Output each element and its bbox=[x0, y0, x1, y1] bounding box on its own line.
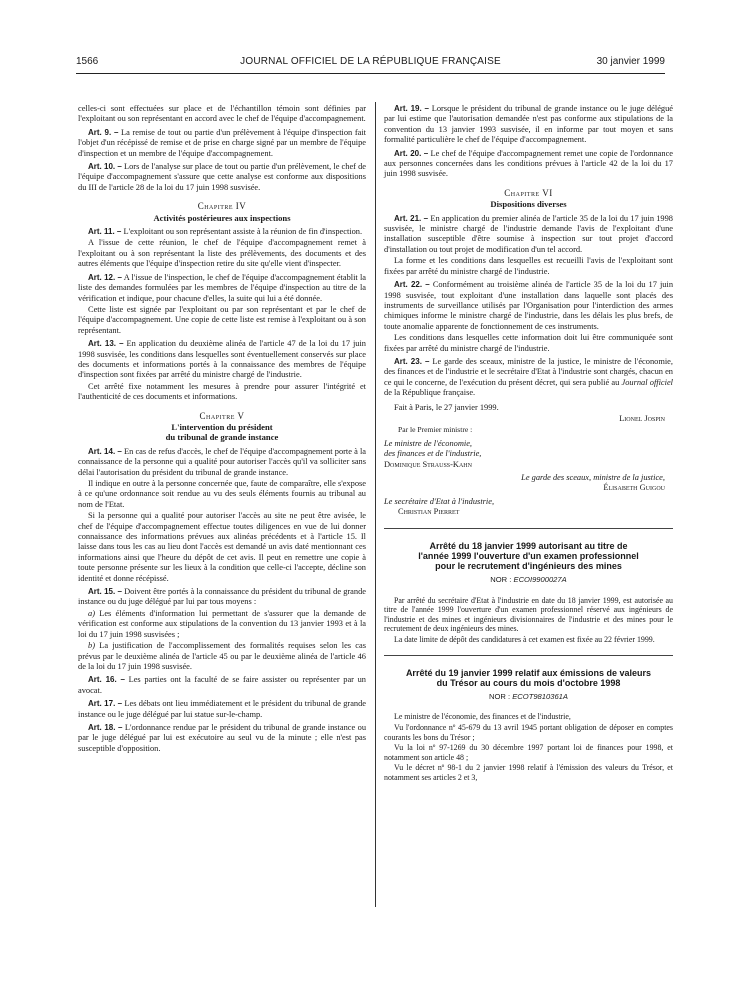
list-text: La justification de l'accomplissement des formalités requises selon les cas prévus par le deuxième alinéa de l'article 45 ou par le deuxième alinéa de l'article 46 de la loi du 17 juin 1998 susvisée. bbox=[78, 641, 366, 671]
article-label: Art. 13. – bbox=[88, 339, 124, 349]
article-label: Art. 12. – bbox=[88, 272, 123, 282]
nor-label: NOR : bbox=[489, 692, 513, 702]
paragraph: celles-ci sont effectuées sur place et de l'échantillon témoin sont définies par l'exploitant ou son représentant en accord avec le chef de l'équipe d'accompagnement. bbox=[78, 104, 366, 124]
article-text: L'exploitant ou son représentant assiste à la réunion de fin d'inspection. bbox=[121, 227, 363, 237]
paragraph: Par arrêté du secrétaire d'Etat à l'industrie en date du 18 janvier 1999, est autorisée au titre de l'année 1999 l'ouverture d'un examen professionnel réservé aux ingénieurs de l'industrie et des mines et ingénieurs divisionnaires de l'industrie et des mines pour le recrutement de deux ingénieurs des mines. bbox=[384, 595, 673, 634]
article-text: En application du premier alinéa de l'article 35 de la loi du 17 juin 1998 susvisée, le ministre chargé de l'industrie demande l'avis de l'exploitant d'une installation susceptible d'être soumise à inspection sur tout projet d'accord d'installation ou tout projet de modification d'un tel accord. bbox=[384, 213, 673, 254]
decree-title: l'année 1999 l'ouverture d'un examen professionnel bbox=[418, 550, 639, 561]
issue-date: 30 janvier 1999 bbox=[596, 56, 665, 67]
chapter-heading: Chapitre IV bbox=[197, 201, 247, 212]
signatory-title: Le garde des sceaux, ministre de la justice, bbox=[521, 473, 665, 482]
decree-title: pour le recrutement d'ingénieurs des mines bbox=[435, 561, 622, 572]
article-label: Art. 21. – bbox=[394, 213, 429, 223]
article-10 bbox=[78, 162, 366, 193]
signatory-prime-minister: Lionel Jospin bbox=[619, 413, 665, 423]
article-14 bbox=[78, 447, 366, 478]
signatory-title: des finances et de l'industrie, bbox=[384, 449, 482, 459]
paragraph: Vu la loi nº 97-1269 du 30 décembre 1997 portant loi de finances pour 1998, et notamment son article 48 ; bbox=[384, 743, 673, 762]
paragraph: Le ministre de l'économie, des finances et de l'industrie, bbox=[394, 712, 571, 722]
list-item bbox=[78, 609, 366, 640]
article-label: Art. 10. – bbox=[88, 162, 122, 172]
nor-reference bbox=[384, 692, 673, 702]
chapter-title: Activités postérieures aux inspections bbox=[153, 212, 291, 223]
chapter-heading: Chapitre VI bbox=[504, 187, 553, 198]
signature-date: Fait à Paris, le 27 janvier 1999. bbox=[394, 402, 499, 412]
article-22 bbox=[384, 280, 673, 332]
chapter-title: L'intervention du président bbox=[171, 421, 273, 432]
article-text: Les parties ont la faculté de se faire assister ou représenter par un avocat. bbox=[78, 675, 366, 695]
paragraph: A l'issue de cette réunion, le chef de l'équipe d'accompagnement remet à l'exploitant ou à son représentant la liste des prélèvements, des documents et des autres éléments que l'équipe d'inspection retire du site qu'elle vient d'inspecter. bbox=[78, 238, 366, 269]
signatory-title: Le secrétaire d'Etat à l'industrie, bbox=[384, 496, 495, 506]
paragraph: Les conditions dans lesquelles cette information doit lui être communiquée sont fixées par arrêté du ministre chargé de l'industrie. bbox=[384, 333, 673, 353]
article-text: Lors de l'analyse sur place de tout ou partie d'un prélèvement, le chef de l'équipe d'accompagnement s'assure que cette analyse est conforme aux dispositions du III de l'article 28 de la loi du 17 juin 1998 susvisée. bbox=[78, 162, 366, 192]
article-text: A l'issue de l'inspection, le chef de l'équipe d'accompagnement établit la liste des demandes formulées par les membres de l'équipe d'inspection au titre de la vérification et indique, pour chacune d'elles, la suite qui lui a été donnée. bbox=[78, 272, 366, 303]
paragraph: Si la personne qui a qualité pour autoriser l'accès au site ne peut être avisée, le chef de l'équipe d'accompagnement effectue toutes diligences en vue de lui donner connaissance des informations prévues aux alinéas précédents et à l'article 15. Il laisse dans tous les cas au lieu dont l'accès est demandé un avis daté mentionnant ces informations ainsi que l'heure du dépôt de cet avis. Il peut en remettre une copie à toute personne présente sur les lieux à la condition que celle-ci l'accepte, décline son identité et donne récépissé. bbox=[78, 511, 366, 583]
paragraph: La date limite de dépôt des candidatures à cet examen est fixée au 22 février 1999. bbox=[394, 635, 655, 645]
signatory-name: Élisabeth Guigou bbox=[603, 483, 665, 493]
nor-code: ECOT9810361A bbox=[512, 692, 568, 702]
article-12 bbox=[78, 273, 366, 304]
list-marker: b) bbox=[88, 641, 95, 651]
paragraph: La forme et les conditions dans lesquelles est recueilli l'avis de l'exploitant sont fixées par arrêté du ministre chargé de l'industrie. bbox=[384, 256, 673, 276]
article-label: Art. 17. – bbox=[88, 699, 123, 709]
article-label: Art. 23. – bbox=[394, 356, 430, 366]
article-16 bbox=[78, 675, 366, 696]
paragraph: Cet arrêté fixe notamment les mesures à prendre pour assurer l'intégrité et l'authenticité de ces documents et informations. bbox=[78, 381, 366, 402]
paragraph: Vu l'ordonnance nº 45-679 du 13 avril 1945 portant obligation de déposer en comptes courants les bons du Trésor ; bbox=[384, 723, 673, 742]
decree-title: Arrêté du 19 janvier 1999 relatif aux émissions de valeurs bbox=[405, 667, 652, 678]
article-text: En cas de refus d'accès, le chef de l'équipe d'accompagnement porte à la connaissance de la personne qui a qualité pour autoriser l'accès qu'il va solliciter sans délai l'autorisation du président du tribunal de grande instance. bbox=[78, 446, 367, 477]
article-label: Art. 16. – bbox=[88, 675, 125, 685]
list-text: Les éléments d'information lui permettant de s'assurer que la demande de vérification est conforme aux stipulations de la convention du 13 janvier 1993 et à la loi du 17 juin 1998 susvisées ; bbox=[78, 608, 366, 639]
article-text: Conformément au troisième alinéa de l'article 35 de la loi du 17 juin 1998 susvisée, tout exploitant d'une installation dans laquelle sont placés des instruments de surveillance utilisés par l'Organisation pour l'interdiction des armes chimiques informe le ministre chargé de l'industrie, dans les délais les plus brefs, de toute anomalie apparente de fonctionnement de ces instruments. bbox=[384, 280, 674, 331]
chapter-title: du tribunal de grande instance bbox=[165, 432, 279, 443]
article-text: Lorsque le président du tribunal de grande instance ou le juge délégué par lui estime que l'autorisation demandée n'est pas conforme aux stipulations de la convention du 13 janvier 1993 susvisée, il en informe par tout moyen et sans formalité particulière le chef de l'équipe d'accompagnement. bbox=[384, 104, 674, 145]
article-text: L'ordonnance rendue par le président du tribunal de grande instance ou par le juge délégué par lui est exécutoire au seul vu de la minute ; elle n'est pas susceptible d'opposition. bbox=[78, 722, 367, 753]
page-number: 1566 bbox=[76, 56, 99, 67]
list-item bbox=[78, 641, 366, 672]
article-text: Le chef de l'équipe d'accompagnement remet une copie de l'ordonnance aux personnes concernées dans les conditions prévues à l'article 42 de la loi du 17 juin 1998 susvisée. bbox=[384, 148, 674, 179]
article-text: Le garde des sceaux, ministre de la justice, le ministre de l'économie, des finances et de l'industrie et le secrétaire d'Etat à l'industrie sont chargés, chacun en ce qui le concerne, de l'exécution du présent décret, qui sera publié au bbox=[384, 356, 673, 387]
article-label: Art. 22. – bbox=[394, 280, 430, 290]
left-column bbox=[78, 104, 366, 754]
article-23 bbox=[384, 357, 673, 399]
article-21 bbox=[384, 214, 673, 256]
article-label: Art. 11. – bbox=[88, 227, 122, 237]
header-rule bbox=[76, 73, 665, 74]
article-13 bbox=[78, 339, 366, 381]
right-column bbox=[384, 104, 673, 783]
article-text: La remise de tout ou partie d'un prélèvement à l'équipe d'inspection fait l'objet d'un récépissé de remise et de prise en charge signé par un membre de l'équipe d'inspection et un membre de l'équipe d'accompagnement. bbox=[78, 127, 366, 158]
paragraph: Vu le décret nº 98-1 du 2 janvier 1998 relatif à l'émission des valeurs du Trésor, et notamment ses articles 2 et 3, bbox=[384, 763, 673, 782]
article-11 bbox=[78, 227, 366, 237]
section-separator bbox=[384, 655, 673, 656]
article-text: Les débats ont lieu immédiatement et le président du tribunal de grande instance ou le juge délégué par lui statue sur-le-champ. bbox=[78, 699, 367, 719]
article-20 bbox=[384, 149, 673, 180]
signature-line: Par le Premier ministre : bbox=[398, 425, 473, 435]
section-separator bbox=[384, 528, 673, 529]
chapter-heading: Chapitre V bbox=[199, 410, 245, 421]
column-rule bbox=[375, 102, 376, 907]
article-text: Doivent être portés à la connaissance du président du tribunal de grande instance ou du juge délégué par lui par tous moyens : bbox=[78, 587, 366, 607]
article-text: En application du deuxième alinéa de l'article 47 de la loi du 17 juin 1998 susvisée, les conditions dans lesquelles sont éventuellement conservés sur place des documents et informations portés à la connaissance des membres de l'équipe d'inspection sont fixées par arrêté du ministre chargé de l'industrie. bbox=[78, 339, 366, 380]
article-label: Art. 9. – bbox=[88, 127, 119, 137]
article-label: Art. 19. – bbox=[394, 104, 430, 113]
paragraph: Cette liste est signée par l'exploitant ou par son représentant et par le chef de l'équipe d'accompagnement. Une copie de cette liste est remise à l'exploitant ou à son représentant. bbox=[78, 304, 366, 335]
journal-title: JOURNAL OFFICIEL DE LA RÉPUBLIQUE FRANÇAISE bbox=[240, 56, 501, 67]
page-header bbox=[76, 56, 665, 72]
article-label: Art. 18. – bbox=[88, 722, 123, 732]
article-label: Art. 14. – bbox=[88, 446, 122, 456]
article-text: de la République française. bbox=[384, 388, 476, 398]
journal-name: Journal officiel bbox=[621, 377, 674, 387]
article-label: Art. 20. – bbox=[394, 148, 429, 158]
article-label: Art. 15. – bbox=[88, 587, 122, 597]
decree-title: Arrêté du 18 janvier 1999 autorisant au titre de bbox=[429, 540, 628, 551]
nor-label: NOR : bbox=[490, 575, 514, 585]
signatory-title: Le ministre de l'économie, bbox=[384, 438, 473, 448]
nor-reference bbox=[384, 575, 673, 585]
article-17 bbox=[78, 699, 366, 720]
article-15 bbox=[78, 587, 366, 608]
article-19 bbox=[384, 104, 673, 146]
article-9 bbox=[78, 128, 366, 159]
chapter-title: Dispositions diverses bbox=[490, 199, 567, 210]
signatory-name: Christian Pierret bbox=[398, 507, 460, 517]
paragraph: Il indique en outre à la personne concernée que, faute de comparaître, elle s'expose à ce qu'une ordonnance soit rendue au vu des seuls éléments fournis au tribunal au nom de l'Etat. bbox=[78, 479, 366, 509]
nor-code: ECOI9900027A bbox=[513, 575, 567, 585]
list-marker: a) bbox=[88, 608, 95, 618]
decree-title: du Trésor au cours du mois d'octobre 1998 bbox=[436, 677, 621, 688]
signatory-name: Dominique Strauss-Kahn bbox=[384, 459, 472, 469]
article-18 bbox=[78, 723, 366, 754]
